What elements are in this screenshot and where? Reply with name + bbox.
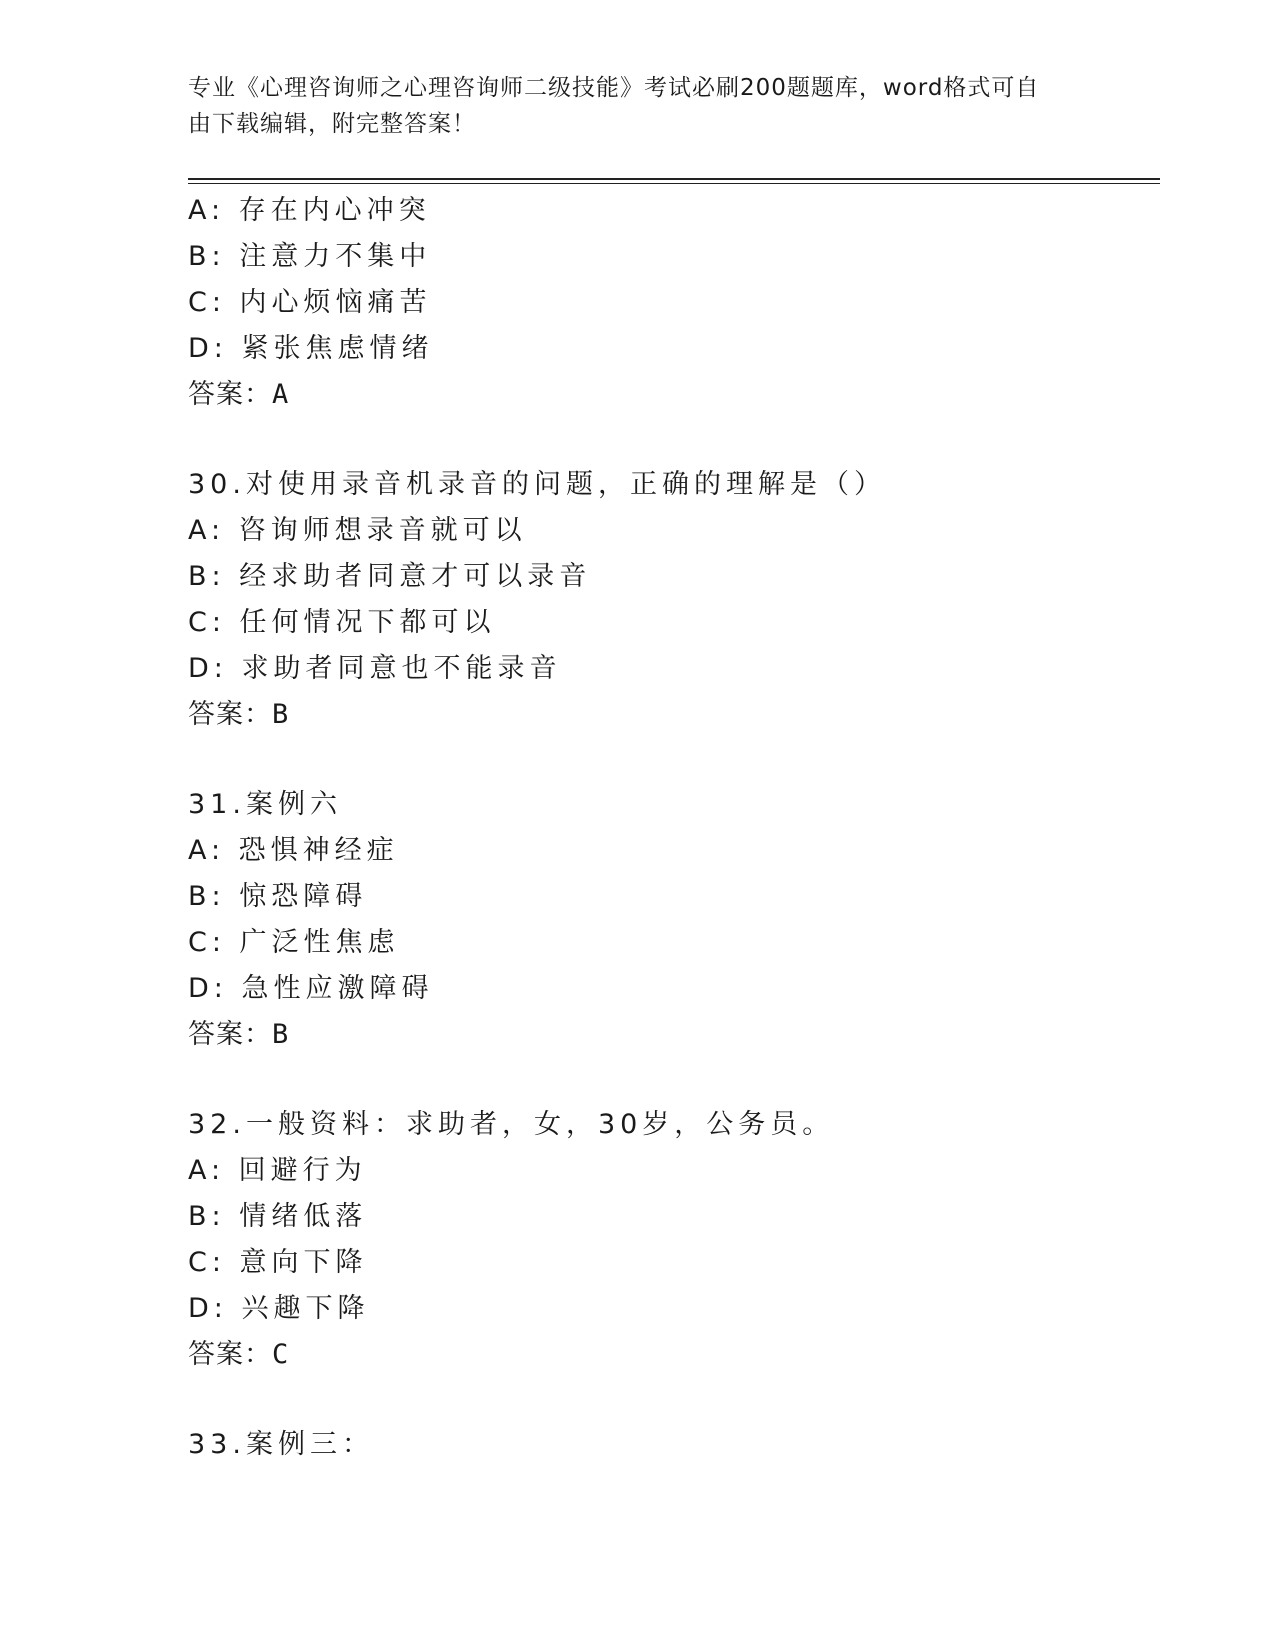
option-c: C: 任何情况下都可以 [188,607,496,638]
question-text: 30.对使用录音机录音的问题，正确的理解是（） [188,469,886,500]
question-text: 31.案例六 [188,789,342,820]
block-spacer [188,1058,1148,1102]
option-c: C: 内心烦恼痛苦 [188,287,432,318]
option-b: B: 惊恐障碍 [188,881,368,912]
option-a: A: 咨询师想录音就可以 [188,515,527,546]
answer-line: 答案：A [188,379,290,410]
question-block-31 [188,782,1148,1058]
block-spacer [188,738,1148,782]
question-text: 32.一般资料：求助者，女，30岁，公务员。 [188,1109,835,1140]
header-line-1: 专业《心理咨询师之心理咨询师二级技能》考试必刷200题题库，word格式可自 [188,75,1040,101]
question-text: 33.案例三： [188,1429,374,1460]
option-c: C: 广泛性焦虑 [188,927,400,958]
option-d: D: 急性应激障碍 [188,973,434,1004]
answer-line: 答案：C [188,1339,290,1370]
option-b: B: 情绪低落 [188,1201,368,1232]
block-spacer [188,1378,1148,1422]
question-block-32 [188,1102,1148,1378]
option-d: D: 兴趣下降 [188,1293,370,1324]
question-block-29 [188,188,1148,418]
option-a: A: 回避行为 [188,1155,367,1186]
answer-line: 答案：B [188,1019,290,1050]
question-block-30 [188,462,1148,738]
option-a: A: 存在内心冲突 [188,195,431,226]
option-c: C: 意向下降 [188,1247,368,1278]
question-block-33 [188,1422,1148,1468]
document-header [188,70,1068,142]
question-list [188,188,1148,1468]
header-divider [188,178,1160,184]
option-d: D: 紧张焦虑情绪 [188,333,434,364]
option-d: D: 求助者同意也不能录音 [188,653,562,684]
block-spacer [188,418,1148,462]
option-b: B: 经求助者同意才可以录音 [188,561,592,592]
option-a: A: 恐惧神经症 [188,835,399,866]
header-line-2: 由下载编辑，附完整答案！ [188,111,476,137]
option-b: B: 注意力不集中 [188,241,432,272]
answer-line: 答案：B [188,699,290,730]
